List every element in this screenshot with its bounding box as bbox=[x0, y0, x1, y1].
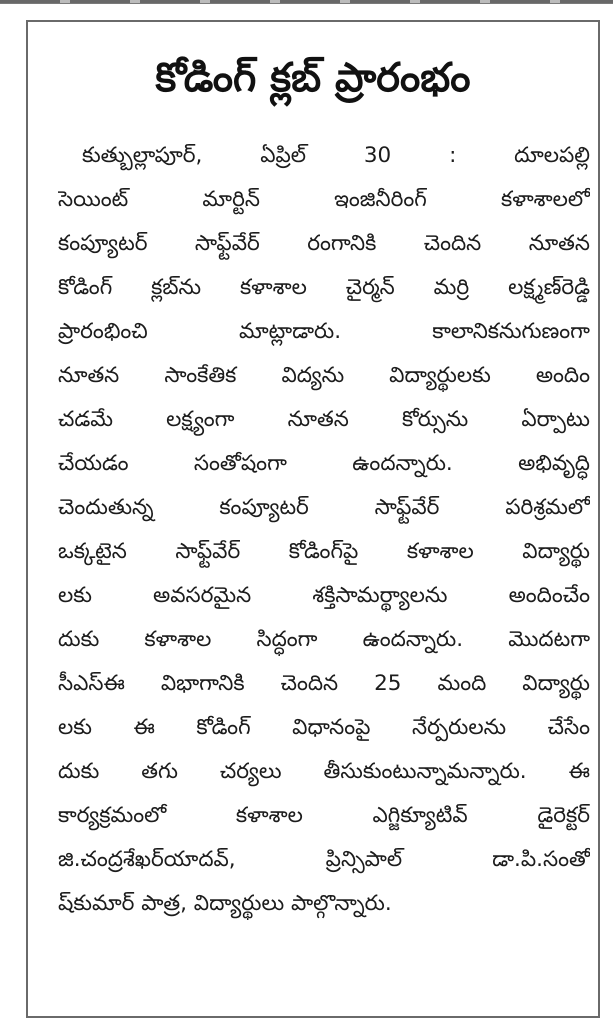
page-top-strip bbox=[0, 0, 613, 3]
article-line: చేయడం సంతోషంగా ఉందన్నారు. అభివృద్ధి bbox=[58, 451, 590, 476]
article-headline: కోడింగ్ క్లబ్ ప్రారంభం bbox=[155, 55, 471, 101]
article-line: ఒక్కటైన సాఫ్ట్‌వేర్ కోడింగ్‌పై కళాశాల విద్యార్థు bbox=[58, 539, 590, 564]
article-line: జి.చంద్రశేఖర్‌యాదవ్, ప్రిన్సిపాల్ డా.పి.సంతో bbox=[58, 847, 590, 872]
article-line: సెయింట్ మార్టిన్ ఇంజినీరింగ్ కళాశాలలో bbox=[58, 187, 590, 212]
news-article-clipping bbox=[26, 20, 600, 1018]
article-line: లకు అవసరమైన శక్తిసామర్థ్యాలను అందించేం bbox=[58, 583, 590, 608]
article-line: కంప్యూటర్ సాఫ్ట్‌వేర్ రంగానికి చెందిన నూతన bbox=[58, 231, 590, 256]
article-line: నూతన సాంకేతిక విద్యను విద్యార్థులకు అందిం bbox=[58, 363, 590, 388]
article-line: లకు ఈ కోడింగ్ విధానంపై నేర్పరులను చేసేం bbox=[58, 715, 590, 740]
article-line: కోడింగ్ క్లబ్‌ను కళాశాల చైర్మన్ మర్రి లక్ష్మణ్‌రెడ్డి bbox=[58, 275, 590, 300]
article-line: కార్యక్రమంలో కళాశాల ఎగ్జిక్యూటివ్ డైరెక్టర్ bbox=[58, 803, 590, 828]
article-line: దుకు కళాశాల సిద్ధంగా ఉందన్నారు. మొదటగా bbox=[58, 627, 590, 652]
article-line: దుకు తగు చర్యలు తీసుకుంటున్నామన్నారు. ఈ bbox=[58, 759, 590, 784]
article-line: చడమే లక్ష్యంగా నూతన కోర్సును ఏర్పాటు bbox=[58, 407, 590, 432]
article-line: ష్‌కుమార్ పాత్ర, విద్యార్థులు పాల్గొన్నారు. bbox=[58, 891, 392, 916]
article-line: సీఎస్ఈ విభాగానికి చెందిన 25 మంది విద్యార్థు bbox=[58, 671, 590, 696]
article-line: చెందుతున్న కంప్యూటర్ సాఫ్ట్‌వేర్ పరిశ్రమలో bbox=[58, 495, 590, 520]
article-line: ప్రారంభించి మాట్లాడారు. కాలానికనుగుణంగా bbox=[58, 319, 590, 344]
article-line: కుత్బుల్లాపూర్, ఏప్రిల్ 30 : దూలపల్లి bbox=[82, 143, 590, 168]
article-body bbox=[58, 134, 590, 926]
